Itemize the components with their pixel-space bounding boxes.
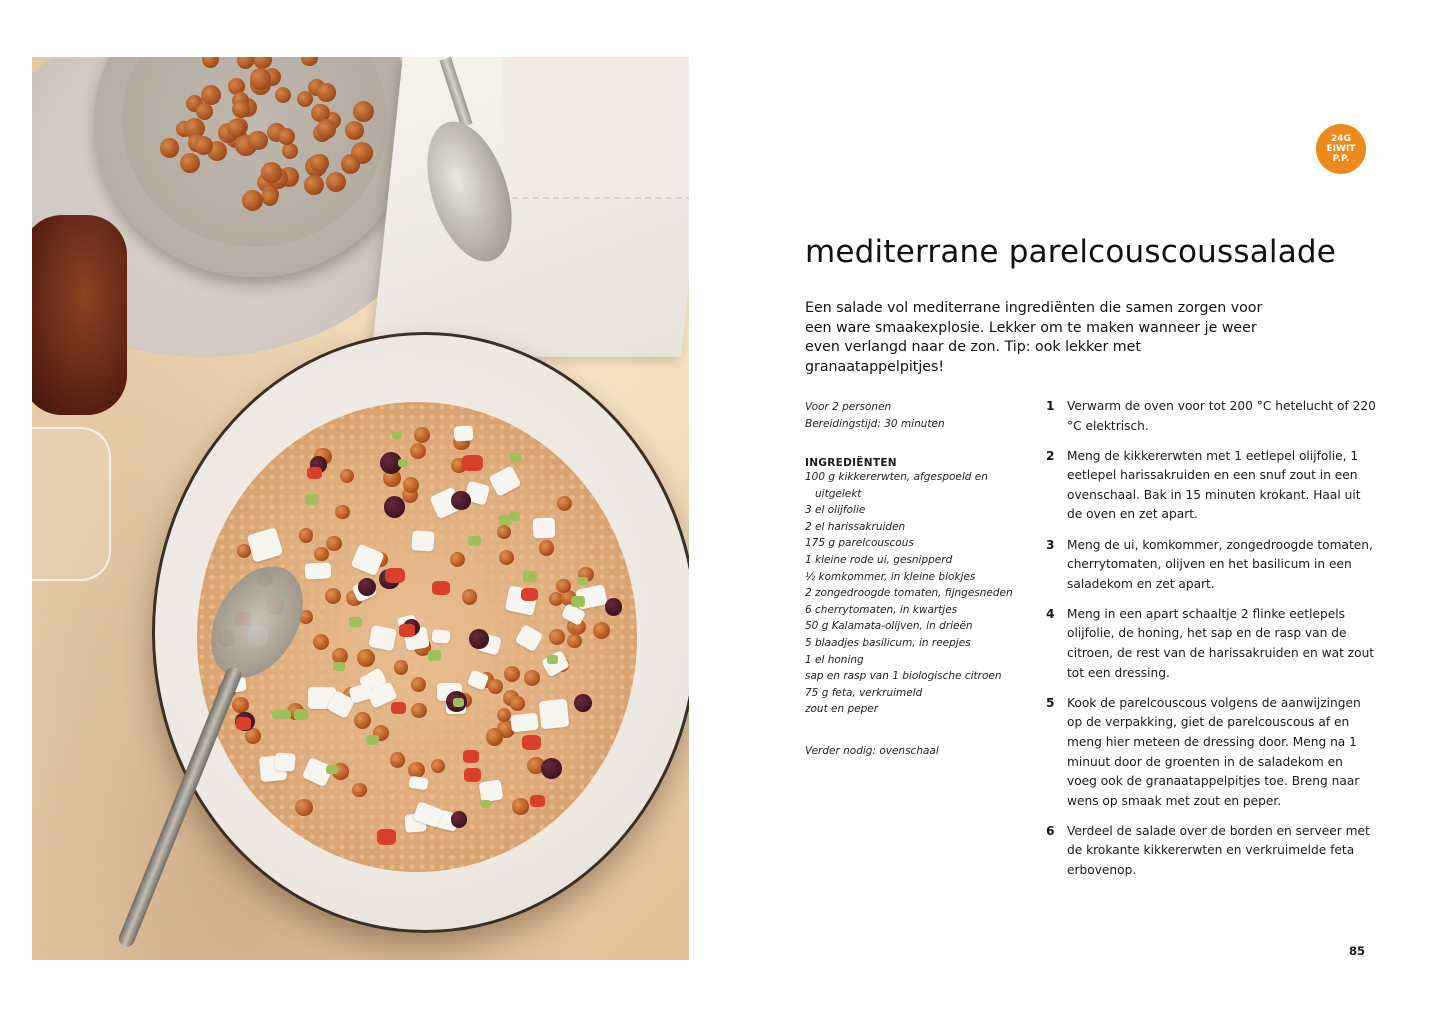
- step-number: 5: [1046, 695, 1055, 710]
- napkin-fold: [502, 57, 689, 199]
- step-text: Meng de kikkererwten met 1 eetlepel olijfolie, 1 eetlepel harissakruiden en een snuf zout in een ovenschaal. Bak in 15 minuten krokant. Haal uit de oven en zet apart.: [1067, 448, 1361, 522]
- chickpea: [310, 154, 328, 172]
- cucumber-piece: [349, 617, 362, 627]
- recipe-photo: [32, 57, 689, 960]
- cucumber-piece: [481, 800, 491, 808]
- recipe-intro: Een salade vol mediterrane ingrediënten die samen zorgen voor een ware smaakexplosie. Lekker om te maken wanneer je weer even verlangd naar de zon. Tip: ook lekker met granaatappelpitjes!: [805, 300, 1263, 375]
- ingredient-item: ½ komkommer, in kleine blokjes: [805, 570, 976, 583]
- chickpea: [160, 138, 180, 158]
- cucumber-piece: [305, 494, 318, 504]
- chickpea: [295, 799, 312, 816]
- chickpea: [326, 172, 346, 192]
- chickpea: [510, 696, 524, 710]
- ingredient-item: 1 kleine rode ui, gesnipperd: [805, 553, 953, 566]
- cucumber-piece: [468, 536, 481, 546]
- feta-crumble: [409, 776, 429, 791]
- protein-badge: [1316, 124, 1366, 174]
- chickpea: [278, 128, 295, 145]
- badge-line-2: EIWIT: [1326, 144, 1356, 154]
- tomato-piece: [391, 702, 406, 714]
- cucumber-piece: [523, 571, 536, 582]
- chickpea: [593, 622, 610, 639]
- olive: [469, 629, 489, 649]
- ingredient-item: 1 el honing: [805, 653, 864, 666]
- cucumber-piece: [398, 459, 409, 467]
- chickpea: [411, 703, 426, 718]
- chickpea: [462, 589, 478, 605]
- chickpea: [248, 131, 268, 151]
- feta-crumble: [305, 562, 331, 580]
- ingredient-item: 3 el olijfolie: [805, 504, 866, 517]
- chickpea: [504, 666, 520, 682]
- olive: [451, 811, 468, 828]
- tomato-piece: [307, 467, 323, 480]
- tomato-piece: [522, 735, 541, 750]
- cucumber-piece: [392, 431, 402, 439]
- tomato-piece: [432, 581, 449, 595]
- chickpea: [499, 550, 514, 565]
- recipe-meta: [805, 399, 1020, 432]
- cucumber-piece: [571, 596, 585, 607]
- feta-crumble: [274, 752, 295, 772]
- chickpea: [549, 629, 565, 645]
- instruction-step: [1046, 694, 1376, 812]
- tomato-piece: [521, 588, 538, 602]
- recipe-title: mediterrane parelcouscoussalade: [805, 234, 1337, 270]
- ingredients-list: [805, 469, 1015, 718]
- step-number: 6: [1046, 823, 1055, 838]
- chickpea: [261, 162, 282, 183]
- chickpea: [352, 783, 366, 797]
- instruction-step: [1046, 536, 1376, 595]
- chickpea: [335, 505, 349, 519]
- olive: [574, 694, 592, 712]
- equipment-note: Verder nodig: ovenschaal: [805, 745, 939, 757]
- instructions-list: [1046, 397, 1376, 891]
- tomato-piece: [236, 717, 251, 729]
- instruction-step: [1046, 447, 1376, 525]
- step-number: 1: [1046, 399, 1055, 413]
- chickpea: [414, 427, 430, 443]
- cucumber-piece: [547, 655, 558, 664]
- servings: Voor 2 personen: [805, 401, 892, 413]
- feta-crumble: [532, 517, 555, 538]
- chickpea: [282, 143, 298, 159]
- ingredient-item: 2 el harissakruiden: [805, 520, 906, 533]
- water-glass: [32, 427, 111, 581]
- cucumber-piece: [453, 698, 464, 707]
- ingredient-item: 6 cherrytomaten, in kwartjes: [805, 603, 958, 616]
- cucumber-piece: [499, 515, 512, 526]
- chickpea: [297, 91, 313, 107]
- cucumber-piece: [577, 577, 587, 585]
- badge-line-1: 24G: [1331, 134, 1351, 144]
- feta-crumble: [538, 699, 569, 729]
- ingredient-item: zout en peper: [805, 703, 879, 716]
- chickpea: [357, 649, 375, 667]
- ingredient-item: 75 g feta, verkruimeld: [805, 686, 923, 699]
- instruction-step: [1046, 822, 1376, 881]
- cucumber-piece: [428, 650, 441, 661]
- chickpea: [539, 540, 555, 556]
- cucumber-piece: [510, 453, 521, 462]
- chickpea: [524, 670, 540, 686]
- tomato-piece: [530, 795, 545, 807]
- chickpea: [262, 189, 279, 206]
- chickpea: [403, 477, 419, 493]
- chickpea: [556, 579, 571, 594]
- ingredients-heading: INGREDIËNTEN: [805, 457, 897, 469]
- instruction-step: [1046, 605, 1376, 683]
- step-number: 3: [1046, 537, 1055, 552]
- chickpea: [299, 528, 313, 542]
- chickpea: [317, 119, 337, 139]
- chickpea: [410, 443, 426, 459]
- step-text: Verwarm de oven voor tot 200 °C hetelucht of 220 °C elektrisch.: [1067, 399, 1376, 433]
- chickpea: [317, 83, 336, 102]
- instruction-step: [1046, 397, 1376, 436]
- ingredient-item: 2 zongedroogde tomaten, fijngesneden: [805, 587, 1013, 600]
- chickpea: [314, 547, 328, 561]
- cucumber-piece: [326, 765, 337, 774]
- chickpea: [512, 798, 528, 814]
- feta-crumble: [453, 425, 473, 441]
- badge-line-3: P.P.: [1332, 154, 1350, 164]
- ingredient-item: 175 g parelcouscous: [805, 537, 914, 550]
- chickpea: [567, 634, 581, 648]
- cucumber-piece: [366, 735, 378, 745]
- tomato-piece: [462, 455, 482, 471]
- tomato-piece: [463, 750, 479, 763]
- tomato-piece: [464, 768, 481, 782]
- tomato-piece: [399, 624, 415, 637]
- step-number: 4: [1046, 606, 1055, 621]
- chickpea: [275, 87, 291, 103]
- cucumber-piece: [272, 710, 283, 719]
- ingredient-item: sap en rasp van 1 biologische citroen: [805, 670, 1002, 683]
- step-text: Kook de parelcouscous volgens de aanwijzingen op de verpakking, giet de parelcouscous af en meng hier meteen de dressing door. Meng na 1 minuut door de groenten in de saladekom en voeg ook de granaatappelpitjes toe. Breng naar wens op smaak met zout en peper.: [1067, 695, 1361, 808]
- olive: [541, 758, 562, 779]
- chickpea: [325, 588, 341, 604]
- ingredient-item: 50 g Kalamata-olijven, in drieën: [805, 620, 973, 633]
- step-text: Meng in een apart schaaltje 2 flinke eetlepels olijfolie, de honing, het sap en de rasp van de citroen, de rest van de harissakruiden en wat zout tot een dressing.: [1067, 606, 1375, 680]
- ingredient-item: 5 blaadjes basilicum, in reepjes: [805, 636, 971, 649]
- page-number: 85: [1349, 944, 1366, 958]
- chickpea: [488, 679, 503, 694]
- chickpea: [394, 660, 408, 674]
- chickpea: [227, 119, 245, 137]
- chickpea: [345, 121, 364, 140]
- drinking-glass: [32, 215, 127, 415]
- feta-crumble: [431, 630, 450, 644]
- olive: [358, 578, 376, 596]
- feta-crumble: [411, 531, 434, 552]
- ingredient-item: 100 g kikkererwten, afgespoeld en uitgelekt: [805, 471, 988, 500]
- prep-time: Bereidingstijd: 30 minuten: [805, 417, 945, 430]
- feta-crumble: [479, 779, 504, 802]
- step-text: Verdeel de salade over de borden en serveer met de krokante kikkererwten en verkruimelde feta erbovenop.: [1067, 823, 1370, 877]
- tomato-piece: [377, 829, 396, 844]
- step-text: Meng de ui, komkommer, zongedroogde tomaten, cherrytomaten, olijven en het basilicum in een saladekom en zet apart.: [1067, 537, 1373, 591]
- feta-crumble: [510, 713, 539, 733]
- chickpea: [390, 752, 405, 767]
- cucumber-piece: [294, 709, 308, 720]
- step-number: 2: [1046, 448, 1055, 463]
- chickpea: [196, 103, 213, 120]
- olive: [605, 598, 623, 616]
- olive: [451, 491, 470, 510]
- chickpea: [250, 68, 272, 90]
- olive: [384, 496, 405, 517]
- cucumber-piece: [333, 662, 345, 672]
- tomato-piece: [385, 568, 405, 584]
- chickpea: [326, 536, 341, 551]
